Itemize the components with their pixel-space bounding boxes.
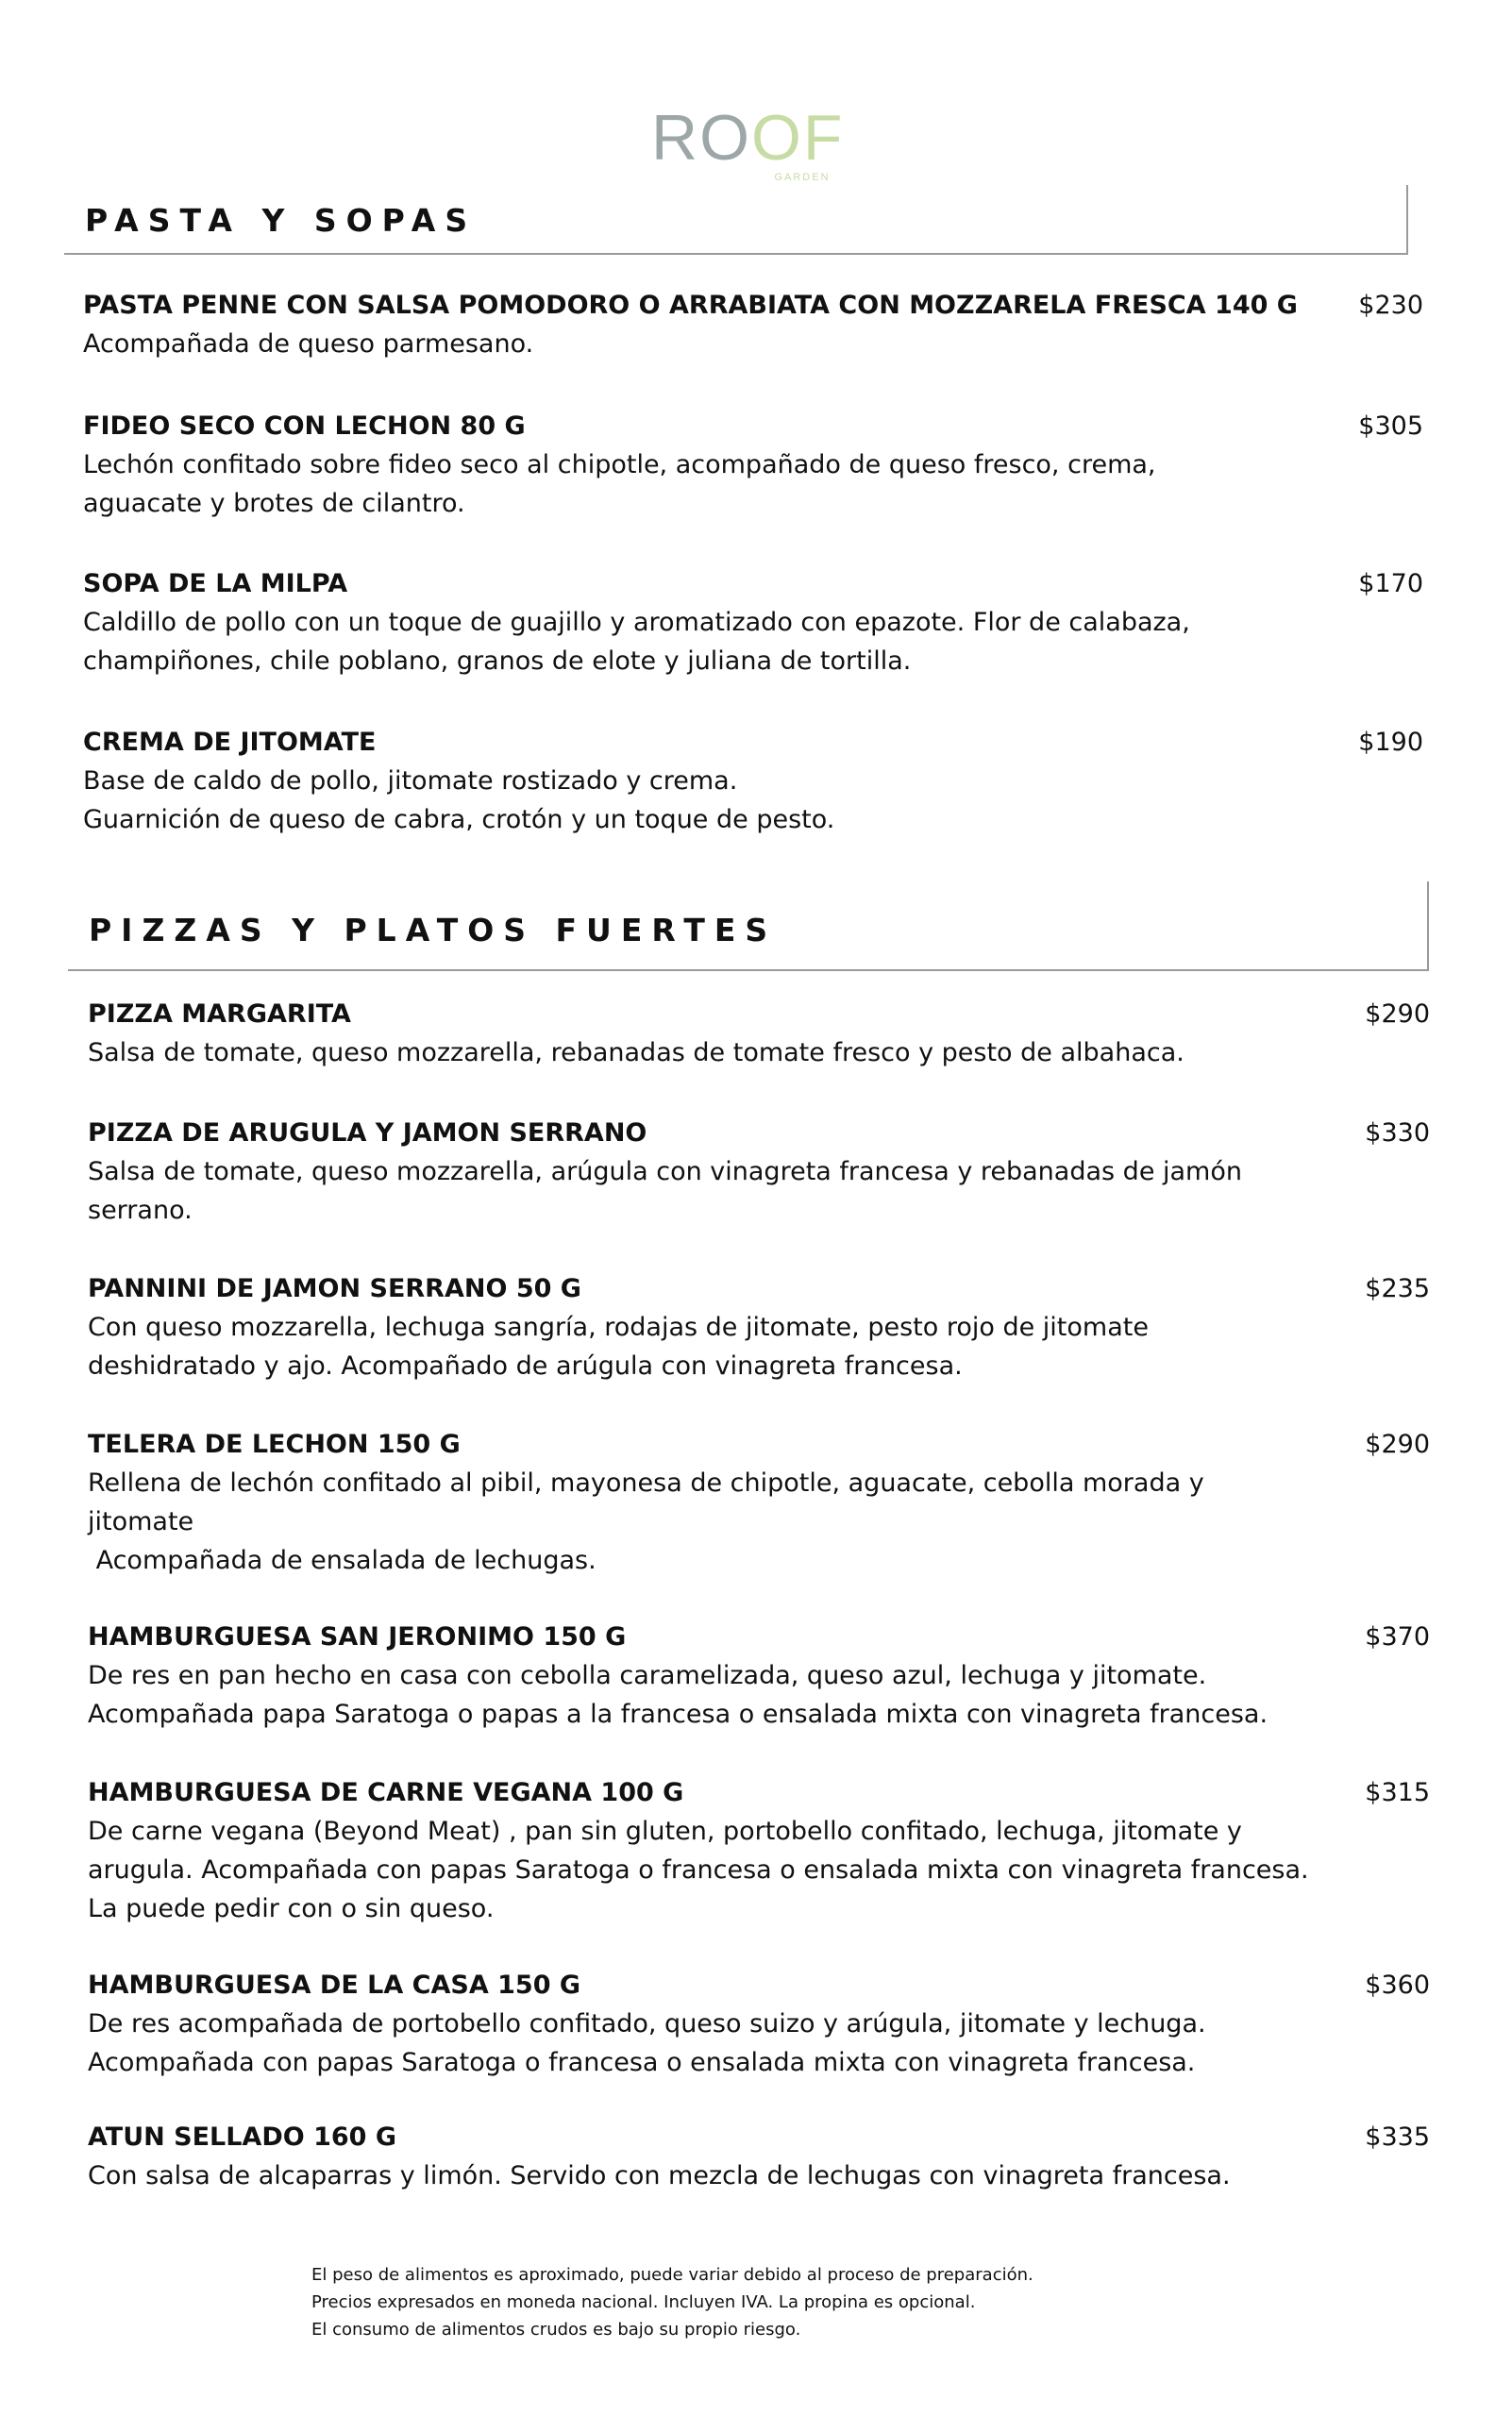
menu-item-description: Lechón confitado sobre fideo seco al chipotle, acompañado de queso fresco, crema, bbox=[83, 450, 1156, 479]
section-title-pasta-y-sopas: PASTA Y SOPAS bbox=[85, 202, 478, 239]
menu-item bbox=[83, 723, 1423, 839]
menu-item-description: Acompañada de queso parmesano. bbox=[83, 329, 534, 359]
menu-item-price: $305 bbox=[1358, 411, 1423, 441]
menu-item-description: Con salsa de alcaparras y limón. Servido con mezcla de lechugas con vinagreta francesa. bbox=[88, 2161, 1231, 2190]
menu-item-description: De res acompañada de portobello confitado, queso suizo y arúgula, jitomate y lechuga. bbox=[88, 2009, 1206, 2038]
menu-item-price: $230 bbox=[1358, 291, 1423, 320]
menu-item-price: $190 bbox=[1358, 728, 1423, 757]
menu-item bbox=[88, 1966, 1430, 2082]
footer-line: El consumo de alimentos crudos es bajo su propio riesgo. bbox=[311, 2320, 801, 2340]
menu-item-description: Caldillo de pollo con un toque de guajillo y aromatizado con epazote. Flor de calabaza, bbox=[83, 608, 1190, 637]
menu-item-price: $315 bbox=[1365, 1778, 1430, 1807]
menu-item bbox=[83, 286, 1423, 363]
menu-item-price: $335 bbox=[1365, 2122, 1430, 2152]
menu-item-description: Salsa de tomate, queso mozzarella, rebanadas de tomate fresco y pesto de albahaca. bbox=[88, 1038, 1184, 1067]
menu-item-name: CREMA DE JITOMATE bbox=[83, 728, 377, 757]
menu-item-description: jitomate bbox=[88, 1507, 194, 1536]
logo-wordmark bbox=[651, 102, 845, 174]
menu-item-description: De carne vegana (Beyond Meat) , pan sin gluten, portobello confitado, lechuga, jitomate y bbox=[88, 1817, 1242, 1846]
logo-wordmark-part2: OF bbox=[751, 102, 845, 174]
menu-item-name: TELERA DE LECHON 150 G bbox=[88, 1430, 461, 1459]
menu-item bbox=[88, 2118, 1430, 2195]
roof-garden-logo bbox=[651, 102, 845, 183]
menu-item bbox=[88, 1773, 1430, 1928]
menu-item-description: champiñones, chile poblano, granos de elote y juliana de tortilla. bbox=[83, 646, 912, 676]
menu-item-description: Rellena de lechón confitado al pibil, mayonesa de chipotle, aguacate, cebolla morada y bbox=[88, 1468, 1204, 1498]
menu-item-price: $360 bbox=[1365, 1971, 1430, 2000]
menu-item-description: deshidratado y ajo. Acompañado de arúgula con vinagreta francesa. bbox=[88, 1351, 963, 1381]
menu-item-price: $290 bbox=[1365, 999, 1430, 1029]
menu-item-price: $235 bbox=[1365, 1274, 1430, 1303]
menu-item bbox=[88, 995, 1430, 1072]
menu-item-price: $330 bbox=[1365, 1118, 1430, 1148]
menu-item bbox=[88, 1114, 1430, 1230]
menu-item-description: La puede pedir con o sin queso. bbox=[88, 1894, 495, 1923]
footer-line: Precios expresados en moneda nacional. Incluyen IVA. La propina es opcional. bbox=[311, 2292, 976, 2312]
menu-item-description: Con queso mozzarella, lechuga sangría, rodajas de jitomate, pesto rojo de jitomate bbox=[88, 1313, 1149, 1342]
menu-item-description: Acompañada papa Saratoga o papas a la francesa o ensalada mixta con vinagreta francesa. bbox=[88, 1700, 1268, 1729]
menu-item bbox=[88, 1425, 1430, 1580]
menu-item-description: serrano. bbox=[88, 1196, 193, 1225]
section-divider bbox=[68, 969, 1429, 971]
menu-item-name: HAMBURGUESA DE LA CASA 150 G bbox=[88, 1971, 581, 2000]
logo-wordmark-part1: RO bbox=[651, 102, 751, 174]
menu-item-description: aguacate y brotes de cilantro. bbox=[83, 489, 465, 518]
menu-item bbox=[88, 1269, 1430, 1385]
menu-item-description: Guarnición de queso de cabra, crotón y un toque de pesto. bbox=[83, 805, 835, 834]
menu-item-name: PIZZA MARGARITA bbox=[88, 999, 351, 1029]
menu-item bbox=[83, 407, 1423, 523]
menu-item-name: HAMBURGUESA SAN JERONIMO 150 G bbox=[88, 1622, 627, 1652]
menu-item-description: arugula. Acompañada con papas Saratoga o francesa o ensalada mixta con vinagreta francesa. bbox=[88, 1855, 1309, 1885]
menu-item-name: FIDEO SECO CON LECHON 80 G bbox=[83, 411, 526, 441]
menu-item-price: $290 bbox=[1365, 1430, 1430, 1459]
menu-item-name: PIZZA DE ARUGULA Y JAMON SERRANO bbox=[88, 1118, 647, 1148]
menu-item-description: Salsa de tomate, queso mozzarella, arúgula con vinagreta francesa y rebanadas de jamón bbox=[88, 1157, 1242, 1186]
menu-item-description: Acompañada de ensalada de lechugas. bbox=[88, 1546, 596, 1575]
menu-item-name: PANNINI DE JAMON SERRANO 50 G bbox=[88, 1274, 581, 1303]
menu-item-description: Acompañada con papas Saratoga o francesa o ensalada mixta con vinagreta francesa. bbox=[88, 2048, 1196, 2077]
menu-item-price: $170 bbox=[1358, 569, 1423, 598]
menu-item bbox=[83, 564, 1423, 680]
section-divider-vertical bbox=[1406, 185, 1408, 255]
menu-item-price: $370 bbox=[1365, 1622, 1430, 1652]
footer-disclaimer bbox=[311, 2261, 1033, 2343]
section-title-pizzas-y-platos-fuertes: PIZZAS Y PLATOS FUERTES bbox=[89, 912, 778, 948]
section-divider-vertical bbox=[1427, 881, 1429, 971]
menu-item-name: ATUN SELLADO 160 G bbox=[88, 2122, 397, 2152]
menu-item bbox=[88, 1618, 1430, 1734]
menu-item-description: Base de caldo de pollo, jitomate rostizado y crema. bbox=[83, 766, 738, 796]
section-divider bbox=[64, 253, 1408, 255]
menu-item-description: De res en pan hecho en casa con cebolla caramelizada, queso azul, lechuga y jitomate. bbox=[88, 1661, 1207, 1690]
footer-line: El peso de alimentos es aproximado, puede variar debido al proceso de preparación. bbox=[311, 2265, 1033, 2285]
menu-item-name: HAMBURGUESA DE CARNE VEGANA 100 G bbox=[88, 1778, 684, 1807]
menu-item-name: PASTA PENNE CON SALSA POMODORO O ARRABIATA CON MOZZARELA FRESCA 140 G bbox=[83, 291, 1298, 320]
logo-subtitle: GARDEN bbox=[774, 172, 831, 183]
menu-item-name: SOPA DE LA MILPA bbox=[83, 569, 348, 598]
